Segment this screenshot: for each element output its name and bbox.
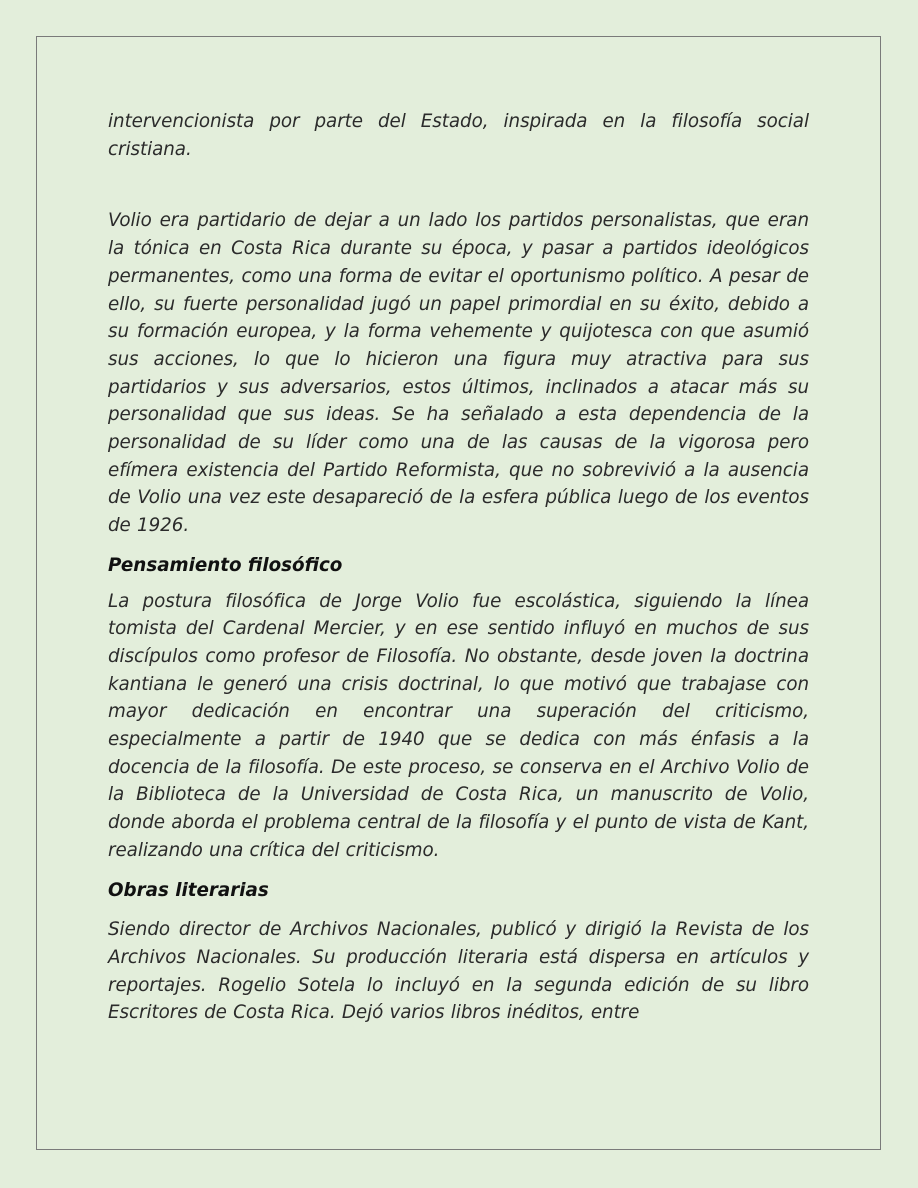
heading-philosophical-thought: Pensamiento filosófico [108, 554, 343, 576]
spacer [108, 540, 809, 552]
spacer [108, 163, 809, 207]
paragraph-personalism: Volio era partidario de dejar a un lado los partidos personalistas, que eran la tónica en Costa Rica durante su época, y pasar a partidos ideológicos permanentes, como una forma de evitar el oportunismo político. A pesar de ello, su fuerte personalidad jugó un papel primordial en su éxito, debido a su formación europea, y la forma vehemente y quijotesca con que asumió sus acciones, lo que lo hicieron una figura muy atractiva para sus partidarios y sus adversarios, estos últimos, inclinados a atacar más su personalidad que sus ideas. Se ha señalado a esta dependencia de la personalidad de su líder como una de las causas de la vigorosa pero efímera existencia del Partido Reformista, que no sobrevivió a la ausencia de Volio una vez este desapareció de la esfera pública luego de los eventos de 1926. [108, 210, 809, 537]
spacer [108, 865, 809, 877]
document-body [108, 108, 809, 1027]
spacer [108, 904, 809, 916]
spacer [108, 580, 809, 588]
heading-literary-works: Obras literarias [108, 879, 269, 901]
paragraph-philosophy: La postura filosófica de Jorge Volio fue escolástica, siguiendo la línea tomista del Cardenal Mercier, y en ese sentido influyó en muchos de sus discípulos como profesor de Filosofía. No obstante, desde joven la doctrina kantiana le generó una crisis doctrinal, lo que motivó que trabajase con mayor dedicación en encontrar una superación del criticismo, especialmente a partir de 1940 que se dedica con más énfasis a la docencia de la filosofía. De este proceso, se conserva en el Archivo Volio de la Biblioteca de la Universidad de Costa Rica, un manuscrito de Volio, donde aborda el problema central de la filosofía y el punto de vista de Kant, realizando una crítica del criticismo. [108, 590, 809, 861]
paragraph-literary-works: Siendo director de Archivos Nacionales, publicó y dirigió la Revista de los Archivos Nacionales. Su producción literaria está dispersa en artículos y reportajes. Rogelio Sotela lo incluyó en la segunda edición de su libro Escritores de Costa Rica. Dejó varios libros inéditos, entre [108, 919, 809, 1024]
paragraph-intro-continuation: intervencionista por parte del Estado, inspirada en la filosofía social cristiana. [108, 111, 809, 160]
